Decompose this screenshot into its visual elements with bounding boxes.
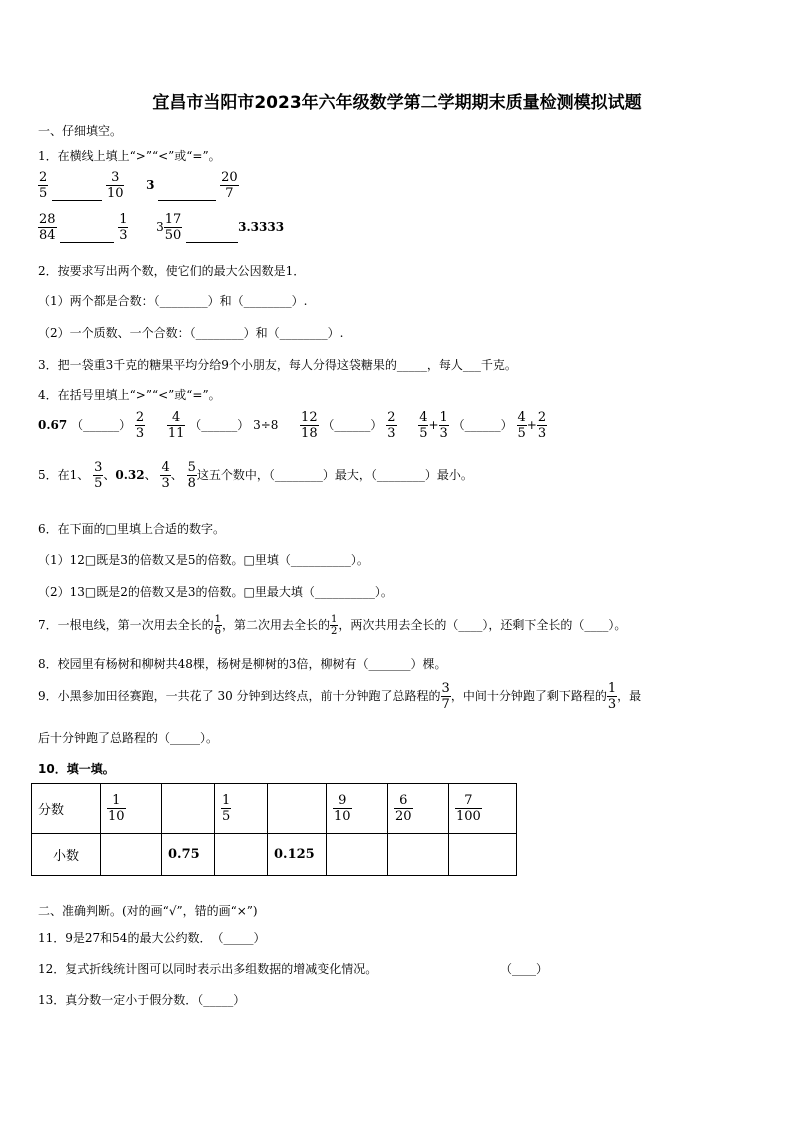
q7-suffix: ，两次共用去全长的（____），还剩下全长的（____）。 — [338, 618, 627, 632]
q9-suffix: ，最 — [617, 689, 642, 703]
fraction: $\frac{28}{84}$ — [39, 212, 56, 243]
question-2-part-2: （2）一个质数、一个合数：（________）和（________）. — [38, 326, 344, 340]
fraction: $\frac{4}{5}$ — [517, 410, 526, 441]
fill-table — [31, 783, 517, 876]
question-6-part-1: （1）12□既是3的倍数又是5的倍数。□里填（__________）。 — [38, 553, 369, 567]
row-label-fraction: 分数 — [32, 784, 101, 834]
fraction-cell: $\frac{9}{10}$ — [327, 784, 388, 834]
fraction: $\frac{2}{3}$ — [387, 410, 396, 441]
fraction: $\frac{2}{3}$ — [135, 410, 145, 441]
fraction: $\frac{1}{3}$ — [607, 681, 617, 712]
question-2: 2．按要求写出两个数，使它们的最大公因数是1． — [38, 264, 306, 278]
fraction: $\frac{1}{6}$ — [214, 614, 222, 637]
number: 3 — [146, 178, 155, 192]
decimal-cell[interactable] — [101, 834, 162, 876]
fraction-cell: $\frac{1}{5}$ — [215, 784, 268, 834]
q9-prefix: 9．小黑参加田径赛跑，一共花了 30 分钟到达终点，前十分钟跑了总路程的 — [38, 689, 441, 703]
fraction: $\frac{4}{3}$ — [161, 460, 170, 491]
q7-middle: ，第二次用去全长的 — [222, 618, 331, 632]
answer-paren[interactable]: （______） — [71, 418, 132, 432]
question-8: 8．校园里有杨树和柳树共48棵，杨树是柳树的3倍，柳树有（_______）棵。 — [38, 657, 447, 671]
fraction-cell: $\frac{7}{100}$ — [449, 784, 517, 834]
fraction: $\frac{3}{5}$ — [94, 460, 103, 491]
fraction: $\frac{3}{10}$ — [106, 170, 124, 201]
q1-row-2 — [38, 212, 284, 243]
q9-middle: ，中间十分钟跑了剩下路程的 — [450, 689, 607, 703]
answer-blank[interactable] — [52, 186, 102, 201]
fraction: $\frac{12}{18}$ — [301, 410, 318, 441]
table-row — [32, 784, 517, 834]
decimal-cell[interactable] — [327, 834, 388, 876]
decimal-cell[interactable] — [388, 834, 449, 876]
question-13: 13．真分数一定小于假分数．（_____） — [38, 993, 246, 1007]
fraction-cell[interactable] — [162, 784, 215, 834]
expression: 3÷8 — [253, 418, 279, 432]
fraction: $\frac{1}{3}$ — [119, 212, 128, 243]
separator: 、 — [170, 468, 183, 482]
question-5 — [38, 460, 473, 491]
separator: 、 — [103, 468, 116, 482]
question-11: 11．9是27和54的最大公约数． （_____） — [38, 931, 266, 945]
question-12-answer[interactable]: （____） — [500, 962, 549, 976]
question-6: 6．在下面的□里填上合适的数字。 — [38, 522, 225, 536]
question-1: 1．在横线上填上“>”“<”或“=”。 — [38, 149, 221, 163]
answer-blank[interactable] — [60, 228, 114, 243]
question-3: 3．把一袋重3千克的糖果平均分给9个小朋友，每人分得这袋糖果的_____，每人___千克。 — [38, 358, 517, 372]
mixed-number-whole: 3 — [156, 220, 164, 234]
answer-blank[interactable] — [186, 228, 238, 243]
q1-row-1 — [38, 170, 239, 201]
q4-row — [38, 410, 547, 441]
table-row — [32, 834, 517, 876]
fraction: $\frac{4}{5}$ — [419, 410, 428, 441]
question-10: 10．填一填。 — [38, 762, 115, 776]
fraction: $\frac{17}{50}$ — [164, 212, 182, 243]
number: 0.67 — [38, 418, 68, 432]
page-title: 宜昌市当阳市2023年六年级数学第二学期期末质量检测模拟试题 — [152, 93, 642, 113]
answer-paren[interactable]: （______） — [322, 418, 383, 432]
q5-prefix: 5．在1、 — [38, 468, 90, 482]
question-4: 4．在括号里填上“>”“<”或“=”。 — [38, 388, 221, 402]
fraction: $\frac{1}{2}$ — [331, 614, 338, 637]
decimal-cell: 0.75 — [162, 834, 215, 876]
question-7 — [38, 614, 626, 637]
question-9-line-2: 后十分钟跑了总路程的（_____）。 — [38, 731, 219, 745]
number: 3.3333 — [238, 220, 285, 234]
answer-paren[interactable]: （______） — [189, 418, 250, 432]
section-1-heading: 一、仔细填空。 — [38, 124, 123, 138]
fraction: $\frac{4}{11}$ — [167, 410, 185, 441]
fraction: $\frac{20}{7}$ — [221, 170, 238, 201]
separator: 、 — [144, 468, 157, 482]
q5-suffix: 这五个数中，（________）最大，（________）最小。 — [196, 468, 473, 482]
question-6-part-2: （2）13□既是2的倍数又是3的倍数。□里最大填（__________）。 — [38, 585, 393, 599]
decimal-cell[interactable] — [215, 834, 268, 876]
fraction: $\frac{2}{3}$ — [537, 410, 547, 441]
fraction: $\frac{3}{7}$ — [441, 681, 450, 712]
number: 0.32 — [115, 468, 145, 482]
question-12: 12．复式折线统计图可以同时表示出多组数据的增减变化情况。 — [38, 962, 378, 976]
fraction-cell: $\frac{6}{20}$ — [388, 784, 449, 834]
question-9 — [38, 681, 641, 712]
row-label-decimal: 小数 — [32, 834, 101, 876]
fraction: $\frac{1}{3}$ — [439, 410, 448, 441]
answer-paren[interactable]: （______） — [452, 418, 513, 432]
fraction-cell[interactable] — [268, 784, 327, 834]
answer-blank[interactable] — [158, 186, 216, 201]
plus-sign: + — [428, 418, 439, 432]
fraction: $\frac{5}{8}$ — [187, 460, 196, 491]
decimal-cell[interactable] — [449, 834, 517, 876]
fraction: $\frac{2}{5}$ — [39, 170, 48, 201]
decimal-cell: 0.125 — [268, 834, 327, 876]
question-2-part-1: （1）两个都是合数：（________）和（________）. — [38, 294, 308, 308]
q7-prefix: 7．一根电线，第一次用去全长的 — [38, 618, 214, 632]
section-2-heading: 二、准确判断。(对的画“√”，错的画“×”) — [38, 904, 258, 918]
fraction-cell: $\frac{1}{10}$ — [101, 784, 162, 834]
plus-sign: + — [526, 418, 537, 432]
